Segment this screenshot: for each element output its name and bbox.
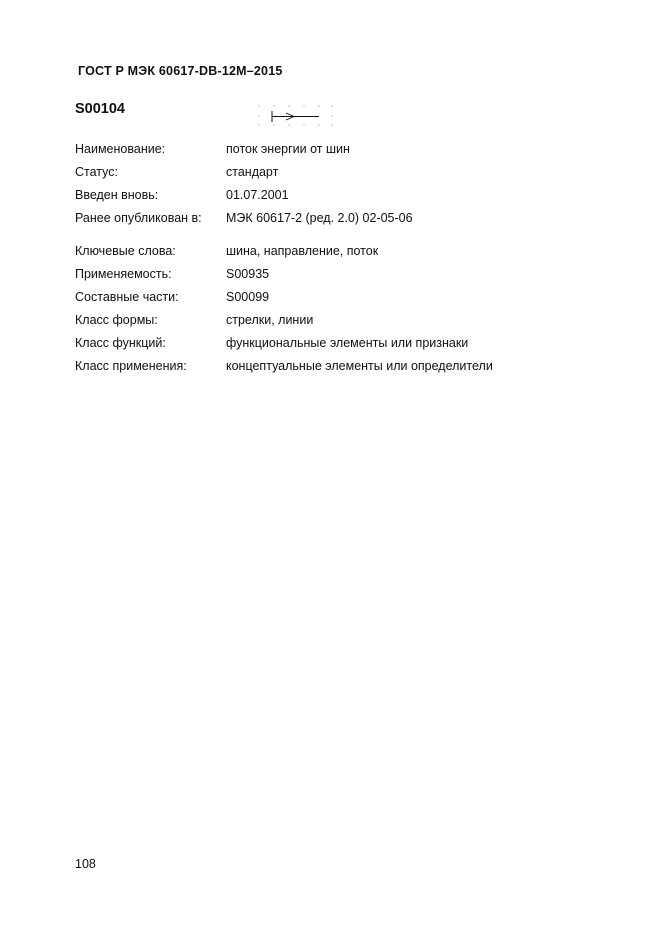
field-value: S00099 bbox=[226, 290, 270, 304]
field-label: Ранее опубликован в: bbox=[75, 211, 202, 225]
field-label: Класс применения: bbox=[75, 359, 187, 373]
field-value: функциональные элементы или признаки bbox=[226, 336, 469, 350]
field-value: МЭК 60617-2 (ред. 2.0) 02-05-06 bbox=[226, 211, 413, 225]
field-label: Применяемость: bbox=[75, 267, 172, 281]
arrow-from-bar-icon bbox=[256, 102, 336, 135]
field-label: Ключевые слова: bbox=[75, 244, 176, 258]
field-label: Составные части: bbox=[75, 290, 179, 304]
field-label: Класс функций: bbox=[75, 336, 166, 350]
page-number: 108 bbox=[75, 857, 96, 871]
symbol-code: S00104 bbox=[75, 101, 125, 117]
field-value: стандарт bbox=[226, 165, 279, 179]
field-label: Статус: bbox=[75, 165, 118, 179]
field-label: Введен вновь: bbox=[75, 188, 159, 202]
field-value: шина, направление, поток bbox=[226, 244, 379, 258]
field-label: Класс формы: bbox=[75, 313, 158, 327]
field-value: S00935 bbox=[226, 267, 270, 281]
field-label: Наименование: bbox=[75, 142, 166, 156]
field-value: концептуальные элементы или определители bbox=[226, 359, 493, 373]
field-value: стрелки, линии bbox=[226, 313, 314, 327]
field-value: поток энергии от шин bbox=[226, 142, 350, 156]
document-header: ГОСТ Р МЭК 60617-DB-12M–2015 bbox=[78, 64, 283, 78]
field-value: 01.07.2001 bbox=[226, 188, 289, 202]
